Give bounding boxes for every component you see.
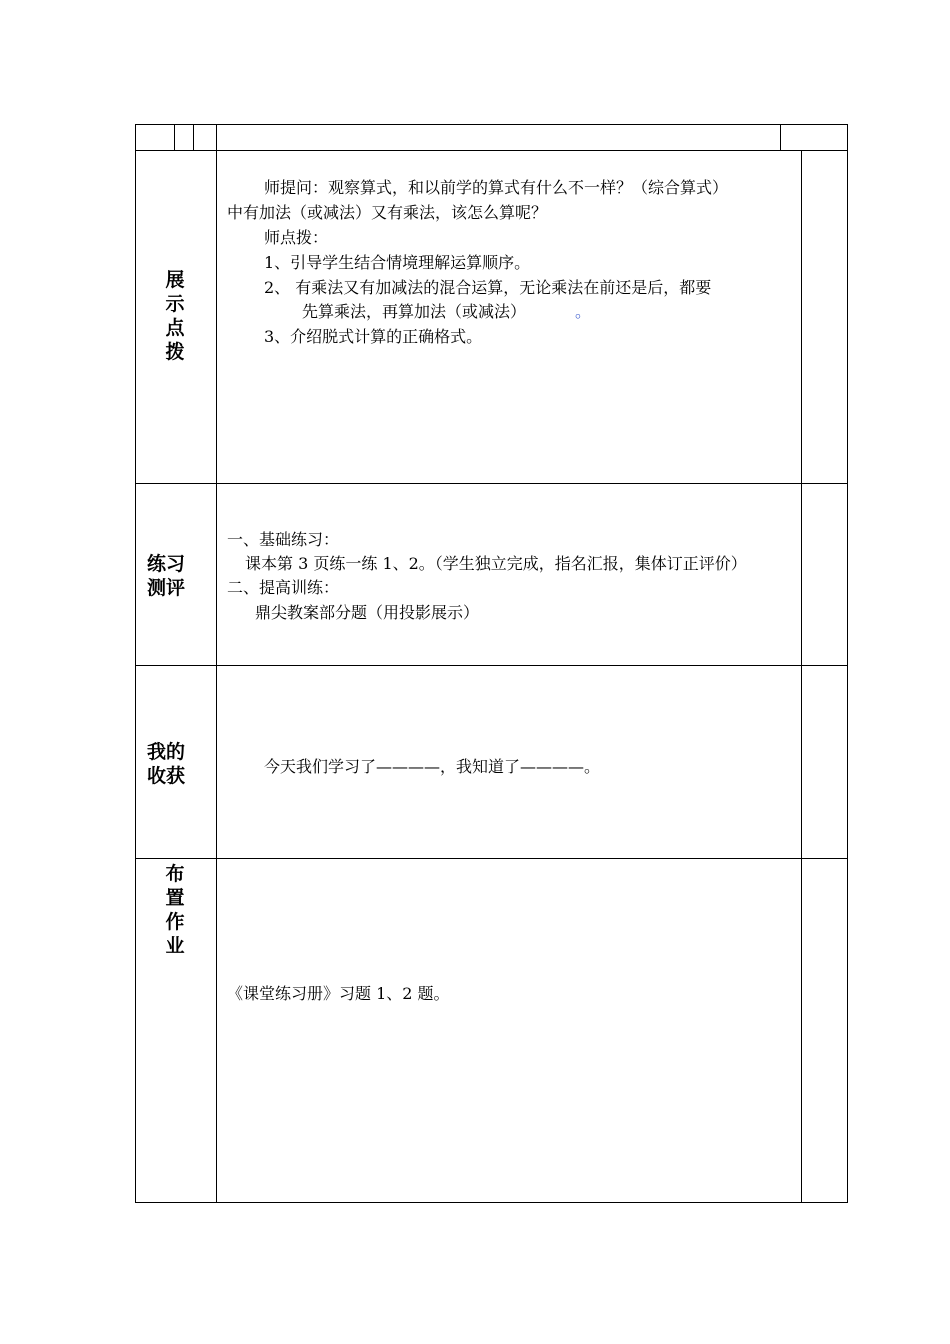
label-line: 置 bbox=[165, 887, 185, 909]
text-line: 师点拨： bbox=[264, 228, 329, 247]
label-line: 拨 bbox=[165, 341, 185, 363]
label-line: 布 bbox=[165, 863, 185, 885]
text-line: 1、引导学生结合情境理解运算顺序。 bbox=[264, 253, 531, 272]
label-line: 点 bbox=[165, 317, 185, 339]
header-divider-a bbox=[174, 124, 175, 150]
border-top bbox=[135, 124, 848, 125]
label-lianxi bbox=[140, 552, 192, 600]
row-divider-2 bbox=[135, 483, 848, 484]
text-period: 。 bbox=[575, 302, 592, 321]
text-line: 2、 有乘法又有加减法的混合运算，无论乘法在前还是后，都要 bbox=[264, 278, 712, 297]
label-line: 练习 bbox=[146, 553, 185, 575]
text-line: 一、基础练习： bbox=[227, 530, 340, 549]
col-right-divider bbox=[801, 150, 802, 1203]
header-divider-c bbox=[780, 124, 781, 150]
header-divider-b bbox=[193, 124, 194, 150]
label-line: 测评 bbox=[146, 577, 185, 599]
label-line: 业 bbox=[165, 935, 185, 957]
label-line: 收获 bbox=[146, 765, 185, 787]
border-bottom bbox=[135, 1202, 848, 1203]
col-label-divider bbox=[216, 124, 217, 1203]
row-divider-3 bbox=[135, 665, 848, 666]
text-line: 3、介绍脱式计算的正确格式。 bbox=[264, 327, 483, 346]
text-line: 中有加法（或减法）又有乘法，该怎么算呢？ bbox=[227, 203, 548, 222]
label-line: 作 bbox=[165, 911, 185, 933]
text-line: 二、提高训练： bbox=[227, 578, 340, 597]
text-line: 鼎尖教案部分题（用投影展示） bbox=[255, 603, 480, 622]
label-zhanshi bbox=[152, 268, 198, 364]
label-shouhuo bbox=[140, 740, 192, 788]
row-divider-1 bbox=[135, 150, 848, 151]
border-right bbox=[847, 124, 848, 1203]
label-line: 示 bbox=[165, 293, 185, 315]
text-line: 先算乘法，再算加法（或减法） bbox=[302, 302, 527, 321]
text-line: 师提问：观察算式，和以前学的算式有什么不一样？（综合算式） bbox=[264, 178, 729, 197]
text-line: 课本第 3 页练一练 1、2。（学生独立完成，指名汇报，集体订正评价） bbox=[245, 554, 747, 573]
text-line: 今天我们学习了————，我知道了————。 bbox=[264, 757, 601, 776]
text-line: 《课堂练习册》习题 1、2 题。 bbox=[227, 984, 450, 1003]
row-divider-4 bbox=[135, 858, 848, 859]
label-line: 我的 bbox=[146, 741, 185, 763]
label-line: 展 bbox=[165, 269, 185, 291]
border-left bbox=[135, 124, 136, 1203]
label-zuoye bbox=[152, 862, 198, 958]
